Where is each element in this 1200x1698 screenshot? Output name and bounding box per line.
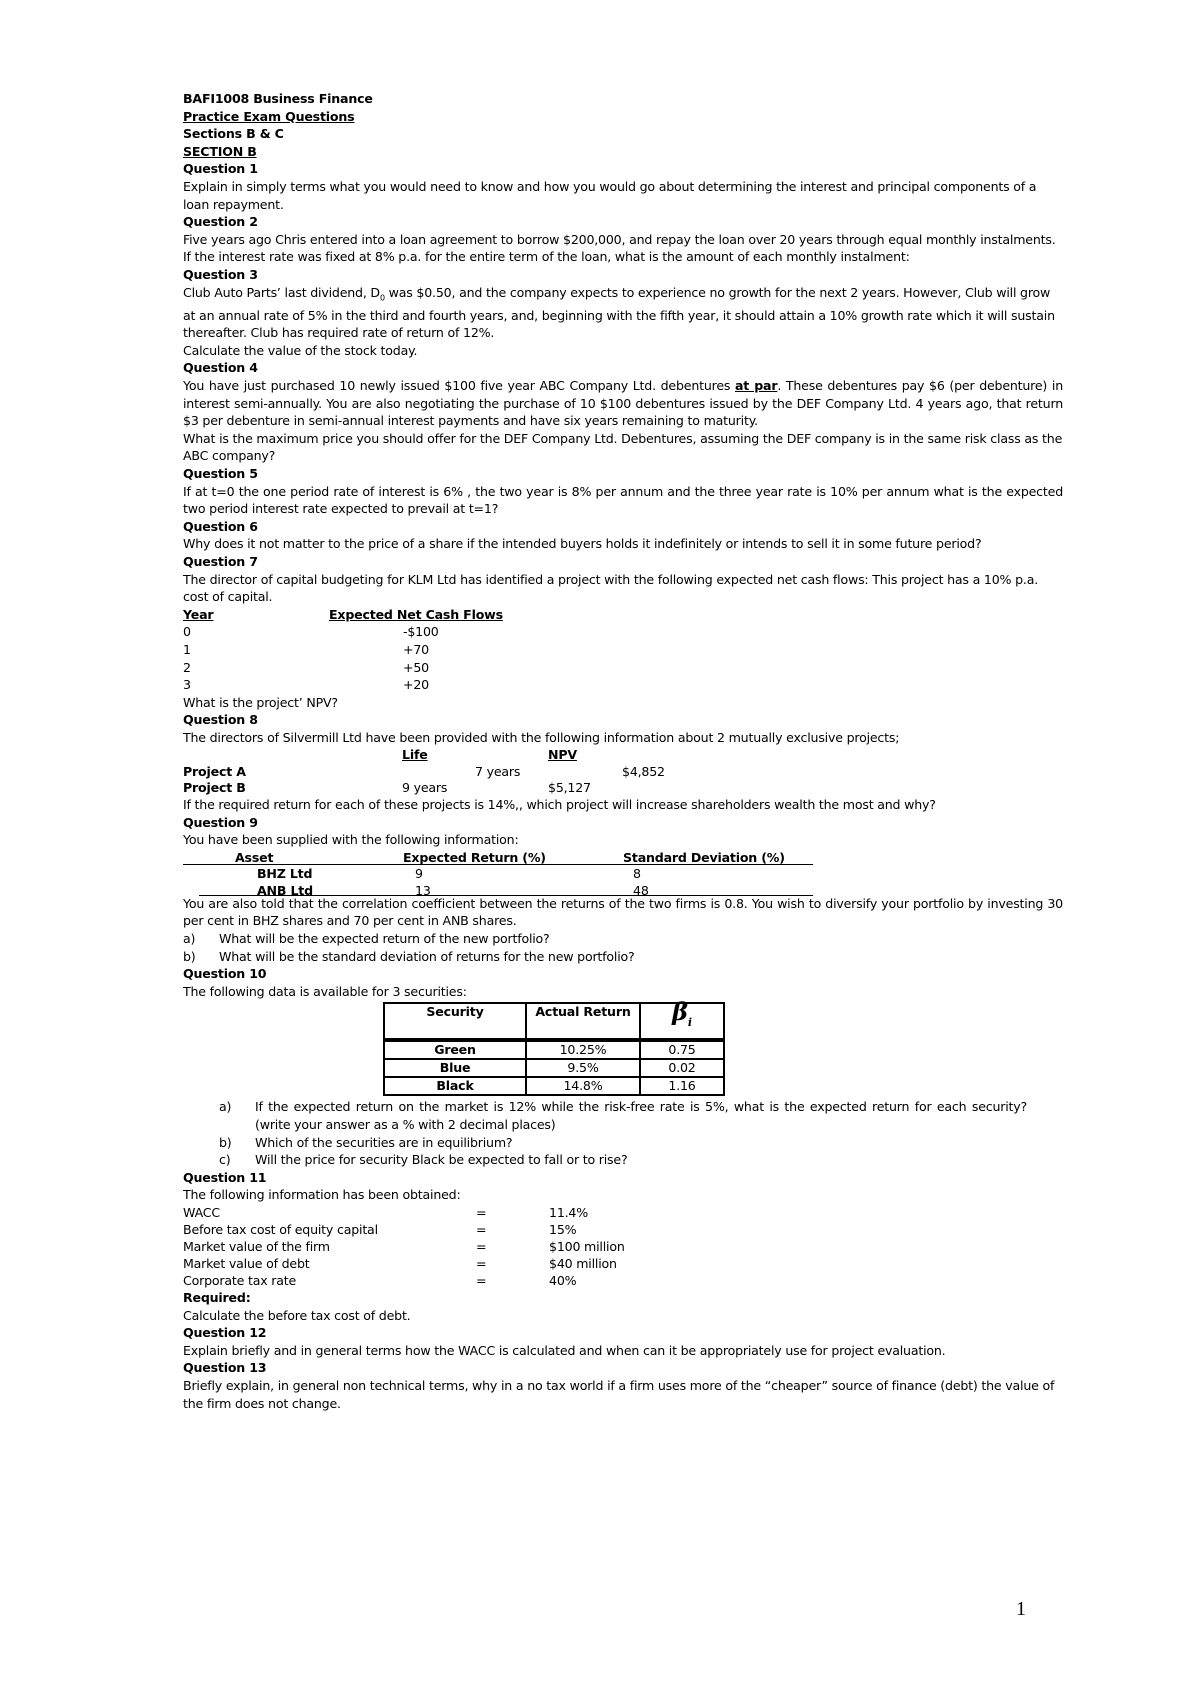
question-11-text: The following information has been obtained:: [183, 1187, 461, 1203]
question-10-part-c: c) Will the price for security Black be expected to fall or to rise?: [219, 1152, 628, 1168]
info-row: Market value of debt = $40 million: [183, 1255, 617, 1271]
asset-header: Asset: [235, 849, 274, 865]
question-9-title: Question 9: [183, 814, 258, 830]
page-number: 1: [1016, 1598, 1026, 1620]
question-8-title: Question 8: [183, 712, 258, 728]
question-7-text: The director of capital budgeting for KLM Ltd has identified a project with the following expected net cash flows: This project has a 10% p.a. cost of capital.: [183, 571, 1039, 605]
cash-flow-row: 3 +20: [183, 677, 429, 693]
question-10-part-b: b) Which of the securities are in equilibrium?: [219, 1134, 513, 1150]
question-9-part-b: b) What will be the standard deviation of returns for the new portfolio?: [183, 948, 635, 964]
question-4-task: What is the maximum price you should offer for the DEF Company Ltd. Debentures, assuming the DEF company is in the same risk class as the ABC company?: [183, 430, 1063, 464]
sections-heading: Sections B & C: [183, 126, 284, 142]
course-title: BAFI1008 Business Finance: [183, 91, 373, 106]
question-2-title: Question 2: [183, 214, 258, 230]
question-7-title: Question 7: [183, 553, 258, 569]
securities-table: Security Actual Return $\beta_i$ Green 10.25% 0.75 Blue 9.5% 0.02 Black 14.8% 1.16: [383, 1002, 725, 1096]
question-7-task: What is the project’ NPV?: [183, 694, 338, 710]
question-6-title: Question 6: [183, 518, 258, 534]
life-header: Life: [402, 747, 428, 763]
question-3-text: Club Auto Parts’ last dividend, $D_0$ was $0.50, and the company expects to experience no growth for the next 2 years. However, Club will grow at an annual rate of 5% in the third and fourth years, and, beginning with the fifth year, it should attain a 10% growth rate which it will sustain thereafter. Club has required rate of return of 12%.: [183, 284, 1055, 341]
cash-flow-row: 1 +70: [183, 641, 429, 657]
question-10-text: The following data is available for 3 securities:: [183, 983, 467, 999]
info-row: WACC = 11.4%: [183, 1204, 589, 1220]
question-4-title: Question 4: [183, 360, 258, 376]
section-b-heading: SECTION B: [183, 143, 257, 159]
document-body: [183, 90, 1063, 1412]
question-11-title: Question 11: [183, 1169, 267, 1185]
cash-flow-header: [183, 606, 1063, 624]
npv-header: NPV: [548, 747, 577, 763]
project-table-header: [183, 746, 1063, 764]
question-6-text: Why does it not matter to the price of a share if the intended buyers holds it indefinitely or intends to sell it in some future period?: [183, 536, 982, 552]
security-header: Security: [384, 1003, 526, 1040]
portfolio-table: Asset Expected Return (%) Standard Deviation (%) BHZ Ltd 9 8 ANB Ltd 13 48: [183, 849, 1063, 903]
actual-return-header: Actual Return: [526, 1003, 640, 1040]
question-10-title: Question 10: [183, 966, 267, 982]
question-8-task: If the required return for each of these projects is 14%,, which project will increase shareholders wealth the most and why?: [183, 797, 936, 813]
project-row: Project A 7 years $4,852: [183, 764, 665, 780]
question-8-text: The directors of Silvermill Ltd have been provided with the following information about 2 mutually exclusive projects;: [183, 729, 900, 745]
question-12-text: Explain briefly and in general terms how the WACC is calculated and when can it be appropriately use for project evaluation.: [183, 1342, 946, 1358]
cash-flow-row: 0 -$100: [183, 624, 439, 640]
project-row: Project B 9 years $5,127: [183, 780, 591, 796]
question-3-title: Question 3: [183, 266, 258, 282]
question-5-title: Question 5: [183, 465, 258, 481]
beta-header: $\beta_i$: [640, 1003, 724, 1040]
info-row: Market value of the firm = $100 million: [183, 1238, 625, 1254]
question-13-text: Briefly explain, in general non technical terms, why in a no tax world if a firm uses more of the “cheaper” source of finance (debt) the value of the firm does not change.: [183, 1377, 1055, 1411]
question-9-part-a: a) What will be the expected return of the new portfolio?: [183, 931, 550, 947]
cash-flow-col-header: Expected Net Cash Flows: [329, 606, 503, 622]
question-13-title: Question 13: [183, 1360, 267, 1376]
question-9-text: You have been supplied with the following information:: [183, 832, 519, 848]
document-title: Practice Exam Questions: [183, 108, 355, 124]
question-4-text: You have just purchased 10 newly issued $100 five year ABC Company Ltd. debentures at par. These debentures pay $6 (per debenture) in interest semi-annually. You are also negotiating the purchase of 10 $100 debentures issued by the DEF Company Ltd. 4 years ago, that return $3 per debenture in semi-annual interest payments and have six years remaining to maturity.: [183, 378, 1063, 429]
year-header: Year: [183, 606, 214, 622]
question-5-text: If at t=0 the one period rate of interest is 6% , the two year is 8% per annum and the three year rate is 10% per annum what is the expected two period interest rate expected to prevail at t=1?: [183, 483, 1063, 517]
question-3-task: Calculate the value of the stock today.: [183, 342, 418, 358]
question-2-text: Five years ago Chris entered into a loan agreement to borrow $200,000, and repay the loan over 20 years through equal monthly instalments. If the interest rate was fixed at 8% p.a. for the entire term of the loan, what is the amount of each monthly instalment:: [183, 231, 1056, 265]
question-9-text-2: You are also told that the correlation coefficient between the returns of the two firms is 0.8. You wish to diversify your portfolio by investing 30 per cent in BHZ shares and 70 per cent in ANB shares.: [183, 895, 1063, 929]
question-10-part-a: a) If the expected return on the market is 12% while the risk-free rate is 5%, what is the expected return for each security? (write your answer as a % with 2 decimal places): [219, 1099, 1027, 1133]
question-1-title: Question 1: [183, 161, 258, 177]
info-row: Before tax cost of equity capital = 15%: [183, 1221, 577, 1237]
cash-flow-row: 2 +50: [183, 659, 429, 675]
required-label: Required:: [183, 1289, 251, 1305]
question-11-task: Calculate the before tax cost of debt.: [183, 1307, 411, 1323]
info-row: Corporate tax rate = 40%: [183, 1272, 577, 1288]
table-rule: [199, 895, 813, 896]
question-12-title: Question 12: [183, 1325, 267, 1341]
sd-header: Standard Deviation (%): [623, 849, 785, 865]
question-1-text: Explain in simply terms what you would need to know and how you would go about determining the interest and principal components of a loan repayment.: [183, 178, 1037, 212]
return-header: Expected Return (%): [403, 849, 546, 865]
